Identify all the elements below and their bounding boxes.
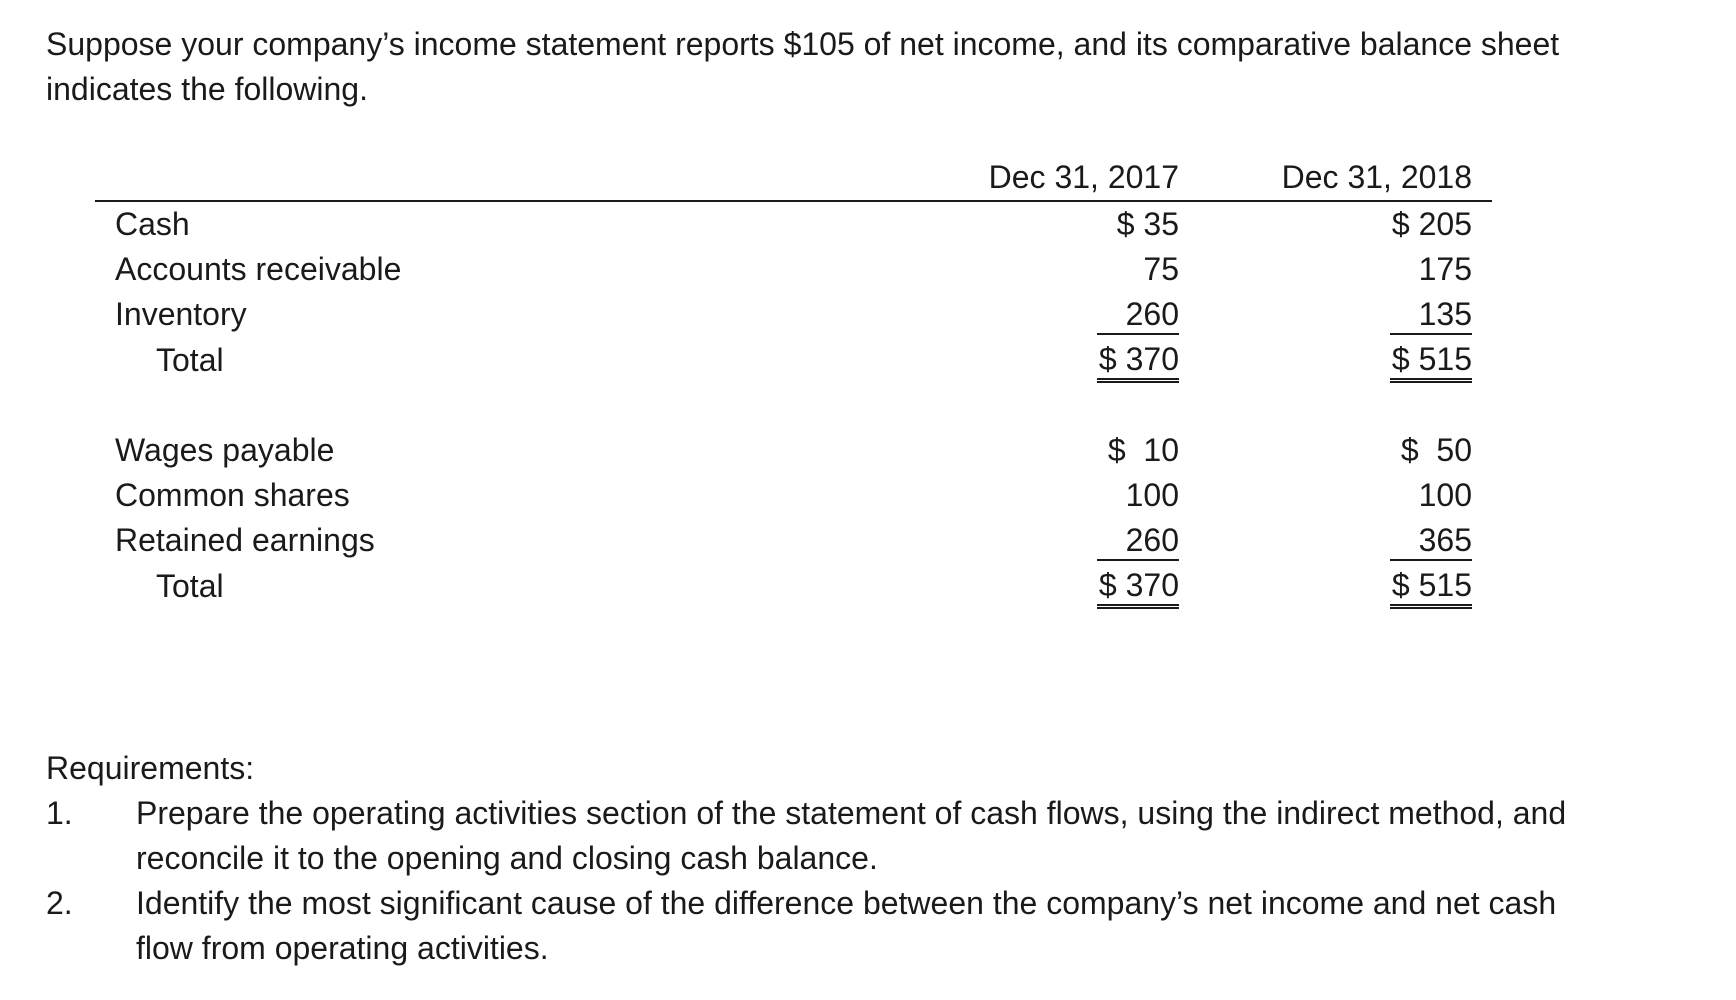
requirements-section — [46, 746, 1686, 971]
total-2018: $ 515 — [1390, 566, 1472, 609]
table-row-assets-total — [95, 337, 1492, 383]
table-row-wages-payable — [95, 428, 1492, 473]
total-label: Total — [156, 341, 224, 378]
row-label: Wages payable — [115, 432, 335, 468]
value-2018: $ 50 — [1400, 432, 1472, 468]
row-label: Cash — [115, 206, 190, 242]
table-row-retained-earnings — [95, 518, 1492, 563]
value-2018: 175 — [1418, 251, 1472, 287]
value-2017: 100 — [1125, 477, 1179, 513]
header-dec-2017: Dec 31, 2017 — [874, 155, 1187, 201]
value-2017: $ 35 — [1116, 206, 1179, 242]
table-row-cash — [95, 201, 1492, 247]
requirement-number: 2. — [46, 885, 73, 921]
requirement-item — [46, 791, 1686, 881]
value-2018: 365 — [1390, 521, 1472, 561]
total-label: Total — [156, 567, 224, 604]
table-row-inventory — [95, 292, 1492, 337]
header-dec-2018: Dec 31, 2018 — [1187, 155, 1492, 201]
table-row-accounts-receivable — [95, 247, 1492, 292]
total-2017: $ 370 — [1097, 566, 1179, 609]
requirement-number: 1. — [46, 795, 73, 831]
row-label: Common shares — [115, 477, 350, 513]
value-2017: 260 — [1097, 295, 1179, 335]
value-2018: $ 205 — [1391, 206, 1472, 242]
requirement-text: Identify the most significant cause of the difference between the company’s net income and net cash flow from operating activities. — [136, 885, 1557, 966]
table-header-row — [95, 155, 1492, 201]
requirements-list — [46, 791, 1686, 971]
requirement-item — [46, 881, 1686, 971]
value-2018: 100 — [1418, 477, 1472, 513]
table-row-common-shares — [95, 473, 1492, 518]
row-label: Retained earnings — [115, 522, 375, 558]
total-2017: $ 370 — [1097, 340, 1179, 383]
spacer-row — [95, 383, 1492, 428]
value-2017: 260 — [1097, 521, 1179, 561]
table-row-liabilities-equity-total — [95, 563, 1492, 609]
value-2017: 75 — [1143, 251, 1179, 287]
row-label: Inventory — [115, 296, 247, 332]
balance-sheet-table — [95, 155, 1492, 609]
header-label — [95, 155, 874, 201]
total-2018: $ 515 — [1390, 340, 1472, 383]
requirement-text: Prepare the operating activities section of the statement of cash flows, using the indirect method, and reconcile it to the opening and closing cash balance. — [136, 795, 1567, 876]
value-2017: $ 10 — [1107, 432, 1179, 468]
requirements-heading: Requirements: — [46, 750, 255, 786]
row-label: Accounts receivable — [115, 251, 402, 287]
value-2018: 135 — [1390, 295, 1472, 335]
problem-intro: Suppose your company’s income statement reports $105 of net income, and its comparative balance sheet indicates the following. — [46, 26, 1560, 107]
